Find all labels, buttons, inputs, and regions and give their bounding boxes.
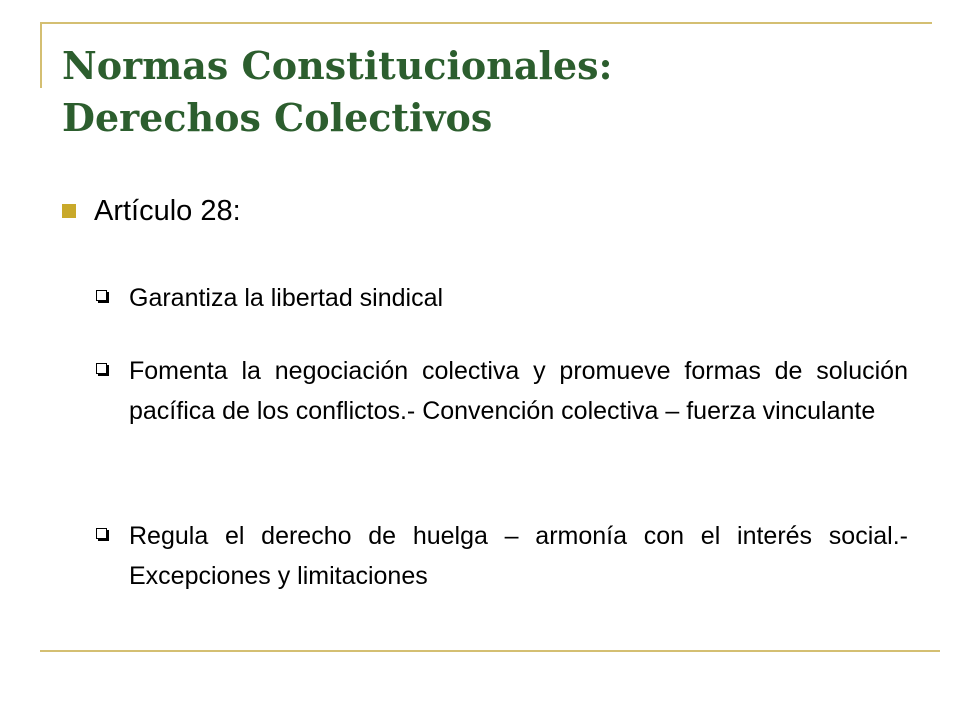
main-bullet <box>62 193 241 229</box>
sub-item-text: Garantiza la libertad sindical <box>129 284 444 312</box>
sub-item-negociacion-colectiva <box>96 351 908 431</box>
top-rule <box>40 22 932 24</box>
title-line-1: Normas Constitucionales: <box>62 43 613 88</box>
sub-item-libertad-sindical <box>96 278 908 318</box>
bottom-rule <box>40 650 940 652</box>
sub-item-text: Regula el derecho de huelga – armonía con el interés social.- Excepciones y limitaciones <box>129 522 908 590</box>
checkbox-bullet-icon <box>96 363 107 374</box>
slide-title <box>62 40 613 144</box>
checkbox-bullet-icon <box>96 528 107 539</box>
sub-item-text: Fomenta la negociación colectiva y promueve formas de solución pacífica de los conflictos.- Convención colectiva – fuerza vinculante <box>129 357 908 425</box>
checkbox-bullet-icon <box>96 290 107 301</box>
sub-item-derecho-huelga <box>96 516 908 596</box>
square-bullet-icon <box>62 204 76 218</box>
left-rule <box>40 22 42 88</box>
title-line-2: Derechos Colectivos <box>62 95 493 140</box>
main-bullet-label: Artículo 28: <box>94 195 241 227</box>
